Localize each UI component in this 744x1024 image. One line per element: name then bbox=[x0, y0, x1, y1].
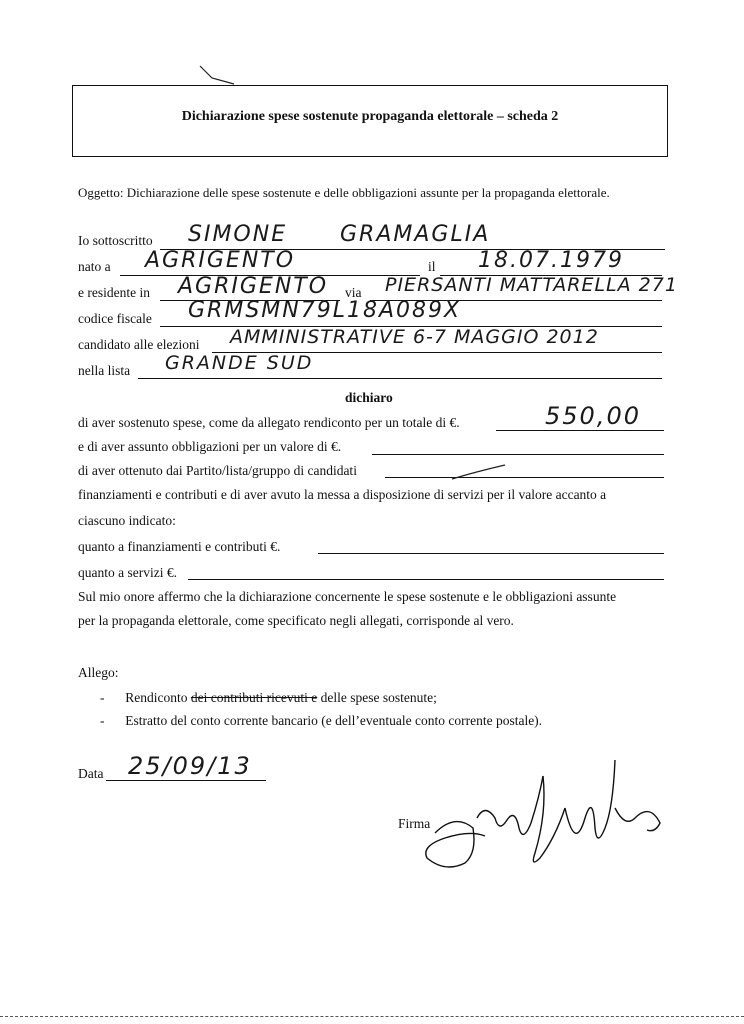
elezioni-value: AMMINISTRATIVE 6-7 MAGGIO 2012 bbox=[230, 326, 599, 348]
nato-label: nato a bbox=[78, 259, 111, 274]
finanziamenti-text: finanziamenti e contributi e di aver avuto la messa a disposizione di servizi per il valore accanto a bbox=[78, 487, 607, 502]
data-line bbox=[106, 780, 266, 781]
spese-value: 550,00 bbox=[545, 402, 641, 430]
onore-line-2: per la propaganda elettorale, come specificato negli allegati, corrisponde al vero. bbox=[78, 613, 514, 628]
scan-edge bbox=[0, 1016, 744, 1017]
subject-text: Oggetto: Dichiarazione delle spese sostenute e delle obbligazioni assunte per la propaganda elettorale. bbox=[78, 185, 610, 200]
allego-item-prefix: Estratto del conto corrente bancario (e dell’eventuale conto corrente postale). bbox=[125, 713, 543, 728]
partito-line bbox=[385, 477, 664, 478]
spese-text: di aver sostenuto spese, come da allegato rendiconto per un totale di €. bbox=[78, 415, 460, 430]
il-label: il bbox=[428, 259, 436, 274]
allego-item-struck-text: dei contributi ricevuti e bbox=[190, 690, 318, 705]
allego-item-prefix: Rendiconto bbox=[125, 690, 191, 705]
cf-label: codice fiscale bbox=[78, 311, 152, 326]
allego-item-1 bbox=[100, 690, 437, 706]
data-value: 25/09/13 bbox=[128, 752, 252, 780]
allego-item-2 bbox=[100, 713, 542, 729]
spese-line bbox=[496, 430, 664, 431]
nato-value: AGRIGENTO bbox=[145, 248, 296, 273]
quanto-serv-line bbox=[188, 579, 664, 580]
sottoscritto-label: Io sottoscritto bbox=[78, 233, 153, 248]
lista-line bbox=[138, 378, 662, 379]
sottoscritto-first-name: SIMONE bbox=[188, 222, 288, 247]
quanto-fin-line bbox=[318, 553, 664, 554]
allego-item-suffix: delle spese sostenute; bbox=[317, 690, 437, 705]
residente-label: e residente in bbox=[78, 285, 150, 300]
allego-label: Allego: bbox=[78, 665, 119, 680]
page-title: Dichiarazione spese sostenute propaganda elettorale – scheda 2 bbox=[181, 109, 559, 124]
title-box bbox=[72, 85, 668, 157]
allego-bullet: - bbox=[100, 690, 105, 705]
ciascuno-text: ciascuno indicato: bbox=[78, 513, 176, 528]
firma-label: Firma bbox=[398, 816, 431, 831]
dichiaro-heading: dichiaro bbox=[345, 390, 393, 405]
elezioni-label: candidato alle elezioni bbox=[78, 337, 200, 352]
residente-value: AGRIGENTO bbox=[178, 274, 329, 299]
via-value: PIERSANTI MATTARELLA 271 bbox=[385, 274, 678, 296]
lista-label: nella lista bbox=[78, 363, 131, 378]
allego-bullet: - bbox=[100, 713, 105, 728]
via-label: via bbox=[345, 285, 362, 300]
lista-value: GRANDE SUD bbox=[165, 352, 314, 374]
obbligazioni-text: e di aver assunto obbligazioni per un valore di €. bbox=[78, 439, 342, 454]
data-label: Data bbox=[78, 766, 104, 781]
il-value: 18.07.1979 bbox=[478, 248, 624, 273]
sottoscritto-last-name: GRAMAGLIA bbox=[340, 222, 491, 247]
quanto-serv-text: quanto a servizi €. bbox=[78, 565, 177, 580]
onore-line-1: Sul mio onore affermo che la dichiarazione concernente le spese sostenute e le obbligazioni assunte bbox=[78, 589, 617, 604]
signature bbox=[415, 758, 670, 888]
partito-text: di aver ottenuto dai Partito/lista/gruppo di candidati bbox=[78, 463, 357, 478]
quanto-fin-text: quanto a finanziamenti e contributi €. bbox=[78, 539, 281, 554]
cf-value: GRMSMN79L18A089X bbox=[188, 298, 462, 323]
partito-pen-stroke bbox=[450, 462, 508, 482]
obbligazioni-line bbox=[372, 454, 664, 455]
